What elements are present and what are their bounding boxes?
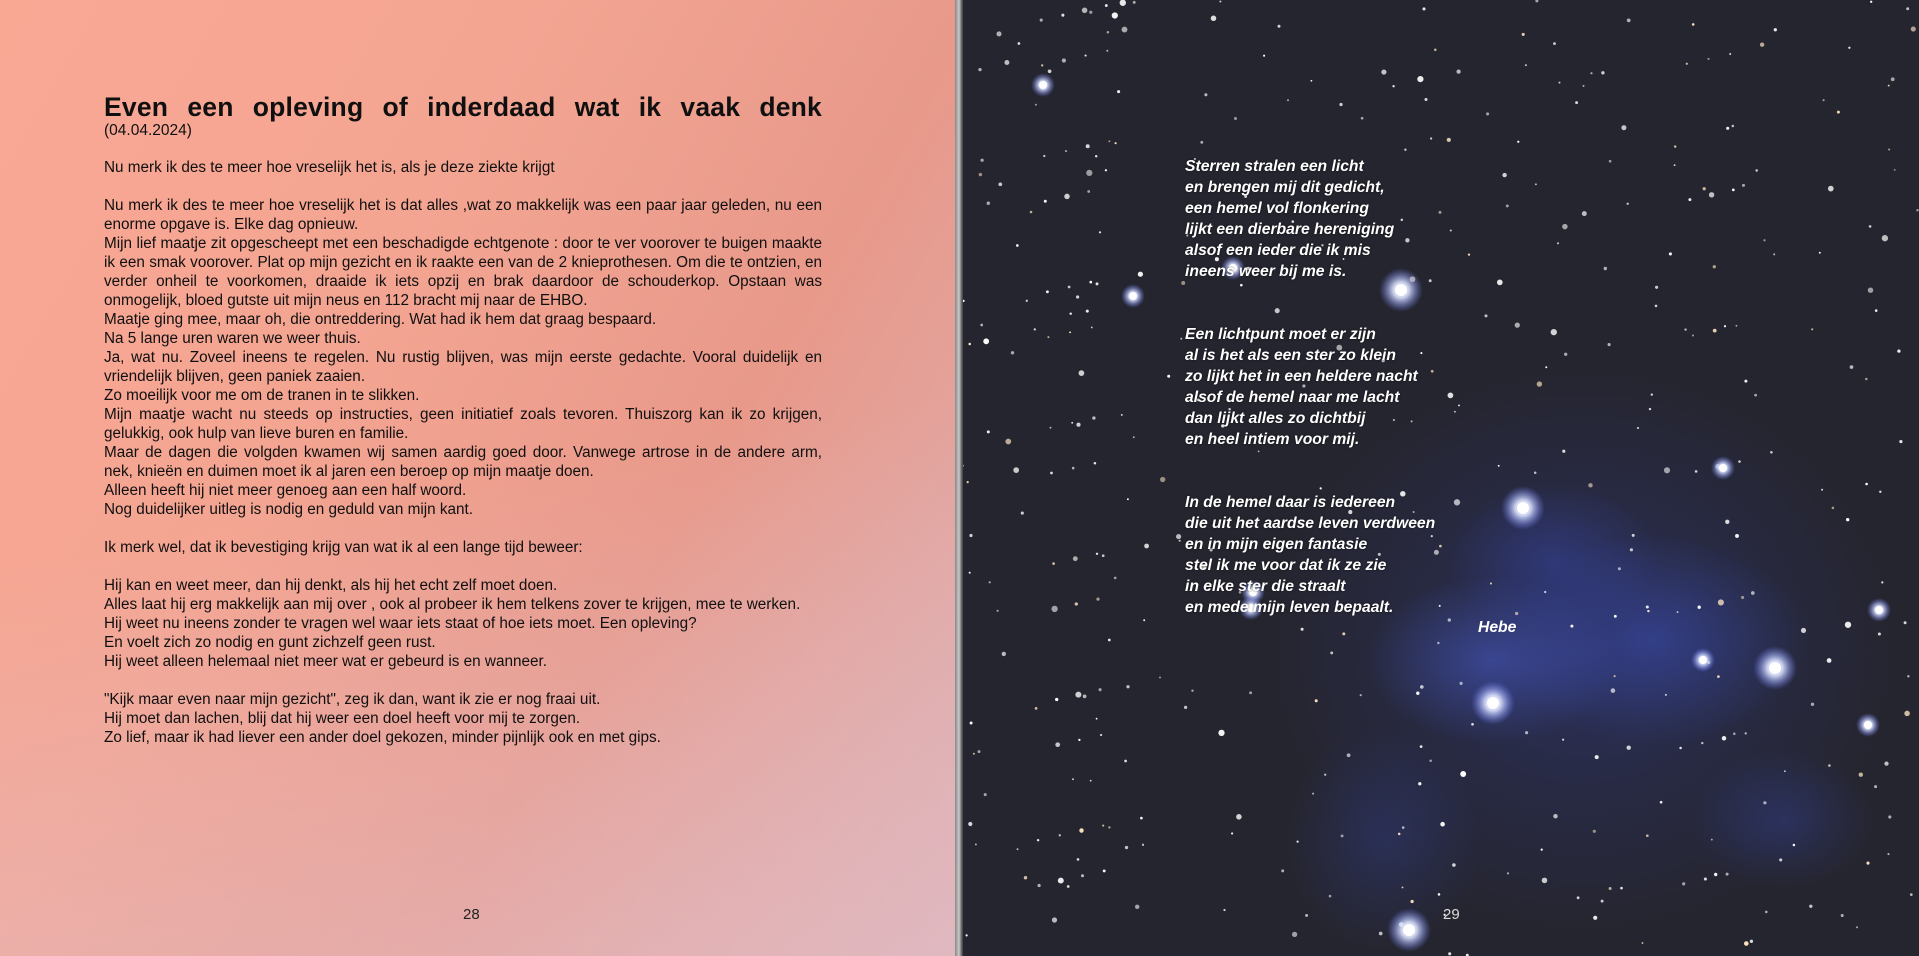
poem-line: zo lijkt het in een heldere nacht xyxy=(1185,368,1418,385)
paragraph: Na 5 lange uren waren we weer thuis. xyxy=(104,330,361,347)
paragraph: Mijn lief maatje zit opgescheept met een beschadigde echtgenote : door te ver voorover te buigen maakte ik een smak voorover. Plat op mijn gezicht en ik raakte een van de 2 knieprothesen. Om die te ontzien, en verder onheil te voorkomen, draaide ik iets opzij en brak daardoor de schouderkop. Opstaan was onmogelijk, bloed gutste uit mijn neus en 112 bracht mij naar de EHBO. xyxy=(104,235,822,309)
statement-paragraph: Ik merk wel, dat ik bevestiging krijg van wat ik al een lange tijd beweer: xyxy=(104,539,583,556)
poem-line: alsof de hemel naar me lacht xyxy=(1185,389,1400,406)
body-section-1 xyxy=(104,196,822,519)
paragraph: Mijn maatje wacht nu steeds op instructies, geen initiatief zoals tevoren. Thuiszorg kan ik zo krijgen, gelukkig, ook hulp van lieve buren en familie. xyxy=(104,406,822,442)
paragraph: Maatje ging mee, maar oh, die ontreddering. Wat had ik hem dat graag bespaard. xyxy=(104,311,657,328)
poem-line: die uit het aardse leven verdween xyxy=(1185,515,1436,532)
page-number-left: 28 xyxy=(463,906,480,923)
right-page xyxy=(963,0,1919,956)
poem-line: lijkt een dierbare hereniging xyxy=(1185,221,1395,238)
paragraph: Maar de dagen die volgden kwamen wij samen aardig goed door. Vanwege artrose in de andere arm, nek, knieën en duimen moet ik al jaren een beroep op mijn maatje doen. xyxy=(104,444,822,480)
body-section-2 xyxy=(104,576,822,671)
poem-line: al is het als een ster zo klein xyxy=(1185,347,1396,364)
poem-line: en heel intiem voor mij. xyxy=(1185,431,1360,448)
paragraph: Zo moeilijk voor me om de tranen in te slikken. xyxy=(104,387,420,404)
poem-line: In de hemel daar is iedereen xyxy=(1185,494,1396,511)
paragraph: Alleen heeft hij niet meer genoeg aan een half woord. xyxy=(104,482,467,499)
paragraph: Hij weet alleen helemaal niet meer wat er gebeurd is en wanneer. xyxy=(104,653,548,670)
poem-author: Hebe xyxy=(1478,619,1517,636)
poem-line: een hemel vol flonkering xyxy=(1185,200,1369,217)
page-number-right: 29 xyxy=(1443,906,1460,923)
poem-line: en in mijn eigen fantasie xyxy=(1185,536,1368,553)
paragraph: En voelt zich zo nodig en gunt zichzelf geen rust. xyxy=(104,634,436,651)
body-section-3 xyxy=(104,690,822,747)
poem-line: alsof een ieder die ik mis xyxy=(1185,242,1371,259)
paragraph: Alles laat hij erg makkelijk aan mij over , ook al probeer ik hem telkens zover te krijgen, mee te werken. xyxy=(104,596,801,613)
article xyxy=(104,92,822,747)
poem-line: dan lijkt alles zo dichtbij xyxy=(1185,410,1366,427)
paragraph: Hij kan en weet meer, dan hij denkt, als hij het echt zelf moet doen. xyxy=(104,577,558,594)
paragraph: Nu merk ik des te meer hoe vreselijk het is dat alles ,wat zo makkelijk was een paar jaar geleden, nu een enorme opgave is. Elke dag opnieuw. xyxy=(104,197,822,233)
poem-line: stel ik me voor dat ik ze zie xyxy=(1185,557,1387,574)
poem-stanza xyxy=(1185,492,1505,618)
paragraph: "Kijk maar even naar mijn gezicht", zeg ik dan, want ik zie er nog fraai uit. xyxy=(104,691,601,708)
paragraph: Ja, wat nu. Zoveel ineens te regelen. Nu rustig blijven, was mijn eerste gedachte. Vooral duidelijk en vriendelijk blijven, geen paniek zaaien. xyxy=(104,349,822,385)
paragraph: Zo lief, maar ik had liever een ander doel gekozen, minder pijnlijk ook en met gips. xyxy=(104,729,661,746)
left-page xyxy=(0,0,958,956)
poem-line: en mede mijn leven bepaalt. xyxy=(1185,599,1394,616)
paragraph: Hij weet nu ineens zonder te vragen wel waar iets staat of hoe iets moet. Een opleving? xyxy=(104,615,697,632)
paragraph: Hij moet dan lachen, blij dat hij weer een doel heeft voor mij te zorgen. xyxy=(104,710,581,727)
poem-line: ineens weer bij me is. xyxy=(1185,263,1347,280)
poem-line: in elke ster die straalt xyxy=(1185,578,1346,595)
poem-line: Sterren stralen een licht xyxy=(1185,158,1364,175)
paragraph: Nog duidelijker uitleg is nodig en geduld van mijn kant. xyxy=(104,501,474,518)
poem-stanza xyxy=(1185,324,1505,450)
poem-line: Een lichtpunt moet er zijn xyxy=(1185,326,1376,343)
article-date: (04.04.2024) xyxy=(104,122,192,139)
poem xyxy=(1185,156,1505,618)
intro-paragraph: Nu merk ik des te meer hoe vreselijk het is, als je deze ziekte krijgt xyxy=(104,159,555,176)
poem-line: en brengen mij dit gedicht, xyxy=(1185,179,1385,196)
poem-stanza xyxy=(1185,156,1505,282)
article-title: Even een opleving of inderdaad wat ik vaak denk xyxy=(104,92,822,122)
